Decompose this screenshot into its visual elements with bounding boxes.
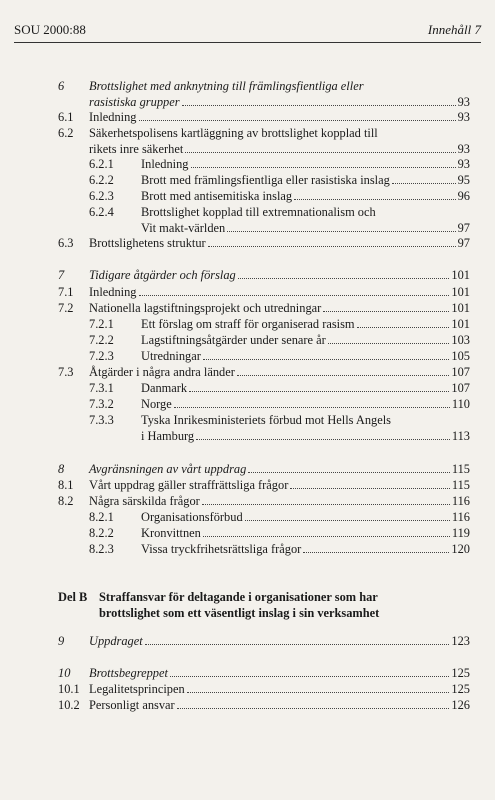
dot-leader	[238, 278, 450, 279]
dot-leader	[290, 488, 450, 489]
dot-leader	[182, 105, 456, 106]
toc-entry-number: 7.3.2	[89, 397, 114, 411]
toc-entry-number: 6.2.3	[89, 189, 114, 203]
toc-entry-title: Brott med främlingsfientliga eller rasistiska inslag	[141, 173, 390, 187]
toc-entry-title: Inledning	[89, 110, 137, 124]
toc-entry-number: 10.1	[58, 682, 80, 696]
dot-leader	[177, 708, 450, 709]
dot-leader	[189, 391, 449, 392]
dot-leader	[139, 120, 456, 121]
toc-entry-title: Åtgärder i några andra länder	[89, 365, 235, 379]
toc-entry-page: 97	[457, 221, 470, 235]
toc-entry-page: 115	[451, 462, 470, 476]
toc-entry-title: Legalitetsprincipen	[89, 682, 185, 696]
toc-entry-title: Inledning	[141, 157, 189, 171]
dot-leader	[185, 152, 455, 153]
toc-entry-page: 96	[457, 189, 470, 203]
toc-entry-title: Ett förslag om straff för organiserad rasism	[141, 317, 355, 331]
dot-leader	[187, 692, 450, 693]
toc-entry-page: 93	[457, 110, 470, 124]
toc-entry-title: Brottslighetens struktur	[89, 236, 206, 250]
toc-entry-title: Vårt uppdrag gäller straffrättsliga frågor	[89, 478, 289, 492]
toc-entry-number: 8.2.2	[89, 526, 114, 540]
toc-entry-number: 6.2.2	[89, 173, 114, 187]
dot-leader	[203, 359, 450, 360]
toc-entry-title: Utredningar	[141, 349, 201, 363]
dot-leader	[202, 504, 450, 505]
dot-leader	[237, 375, 450, 376]
toc-entry-page: 116	[451, 494, 470, 508]
toc-entry-title: rasistiska grupper	[89, 95, 180, 109]
toc-entry-number: 7.2	[58, 301, 74, 315]
dot-leader	[208, 246, 456, 247]
toc-entry-title: rikets inre säkerhet	[89, 142, 184, 156]
toc-entry-title: Säkerhetspolisens kartläggning av brottslighet kopplad till	[89, 126, 378, 140]
header-report-id: SOU 2000:88	[14, 22, 86, 37]
toc-entry-number: 7.1	[58, 285, 74, 299]
dot-leader	[328, 343, 450, 344]
dot-leader	[357, 327, 450, 328]
header-section-page: Innehåll 7	[427, 22, 481, 37]
toc-entry-number: 7.3.3	[89, 413, 114, 427]
toc-entry-page: 101	[451, 301, 470, 315]
toc-entry-title: Kronvittnen	[141, 526, 201, 540]
dot-leader	[174, 407, 450, 408]
toc-entry-page: 119	[451, 526, 470, 540]
toc-entry-page: 101	[451, 285, 470, 299]
toc-entry-title: Personligt ansvar	[89, 698, 175, 712]
toc-entry-title: Vit makt-världen	[141, 221, 226, 235]
dot-leader	[227, 231, 455, 232]
toc-entry-page: 113	[451, 429, 470, 443]
dot-leader	[294, 199, 456, 200]
toc-entry-number: 6.2	[58, 126, 74, 140]
toc-entry-page: 125	[451, 682, 470, 696]
toc-entry-page: 126	[451, 698, 470, 712]
toc-entry-title: brottslighet som ett väsentligt inslag i sin verksamhet	[99, 606, 380, 620]
toc-entry-page: 123	[451, 634, 470, 648]
toc-entry-title: Tyska Inrikesministeriets förbud mot Hells Angels	[141, 413, 392, 427]
toc-entry-number: 7.2.1	[89, 317, 114, 331]
dot-leader	[245, 520, 450, 521]
toc-entry-page: 110	[451, 397, 470, 411]
toc-entry-number: 6.1	[58, 110, 74, 124]
toc-entry-title: Tidigare åtgärder och förslag	[89, 268, 236, 282]
toc-entry-number: 8.1	[58, 478, 74, 492]
toc-entry-number: 8.2.1	[89, 510, 114, 524]
toc-entry-page: 103	[451, 333, 470, 347]
toc-entry-number: 7	[58, 268, 65, 282]
toc-entry-title: Norge	[141, 397, 172, 411]
dot-leader	[170, 676, 449, 677]
toc-entry-title: Straffansvar för deltagande i organisationer som har	[99, 590, 378, 604]
toc-entry-title: Brott med antisemitiska inslag	[141, 189, 293, 203]
toc-entry-number: 10	[58, 666, 71, 680]
toc-entry-page: 105	[451, 349, 470, 363]
toc-entry-page: 101	[451, 268, 470, 282]
dot-leader	[196, 439, 450, 440]
toc-entry-number: 7.2.2	[89, 333, 114, 347]
toc-entry-number: 6.2.1	[89, 157, 114, 171]
toc-entry-number: 6	[58, 79, 65, 93]
dot-leader	[203, 536, 450, 537]
toc-entry-page: 93	[457, 157, 470, 171]
toc-entry-number: 7.3	[58, 365, 74, 379]
toc-entry-title: i Hamburg	[141, 429, 195, 443]
toc-entry-page: 95	[457, 173, 470, 187]
toc-entry-number: 10.2	[58, 698, 80, 712]
toc-entry-title: Avgränsningen av vårt uppdrag	[89, 462, 247, 476]
toc-entry-page: 101	[451, 317, 470, 331]
toc-entry-page: 120	[451, 542, 470, 556]
dot-leader	[392, 183, 456, 184]
dot-leader	[248, 472, 450, 473]
toc-entry-title: Organisationsförbud	[141, 510, 243, 524]
toc-entry-number: 8.2	[58, 494, 74, 508]
toc-entry-page: 116	[451, 510, 470, 524]
toc-entry-title: Nationella lagstiftningsprojekt och utredningar	[89, 301, 322, 315]
toc-entry-number: 6.3	[58, 236, 74, 250]
toc-entry-number: 8	[58, 462, 65, 476]
toc-entry-title: Brottsbegreppet	[89, 666, 168, 680]
toc-entry-page: 97	[457, 236, 470, 250]
dot-leader	[191, 167, 456, 168]
toc-entry-number: Del B	[58, 590, 88, 604]
toc-entry-number: 7.3.1	[89, 381, 114, 395]
toc-entry-number: 6.2.4	[89, 205, 114, 219]
toc-entry-page: 107	[451, 365, 470, 379]
toc-entry-number: 8.2.3	[89, 542, 114, 556]
toc-entry-page: 93	[457, 95, 470, 109]
toc-entry-page: 125	[451, 666, 470, 680]
toc-entry-title: Lagstiftningsåtgärder under senare år	[141, 333, 326, 347]
dot-leader	[145, 644, 450, 645]
toc-entry-page: 107	[451, 381, 470, 395]
toc-entry-number: 9	[58, 634, 65, 648]
toc-entry-title: Brottslighet kopplad till extremnationalism och	[141, 205, 376, 219]
toc-entry-page: 115	[451, 478, 470, 492]
dot-leader	[323, 311, 449, 312]
toc-entry-title: Några särskilda frågor	[89, 494, 200, 508]
toc-entry-title: Brottslighet med anknytning till främlingsfientliga eller	[89, 79, 364, 93]
toc-entry-title: Uppdraget	[89, 634, 143, 648]
toc-entry-title: Inledning	[89, 285, 137, 299]
toc-entry-page: 93	[457, 142, 470, 156]
toc-entry-title: Vissa tryckfrihetsrättsliga frågor	[141, 542, 302, 556]
toc-entry-title: Danmark	[141, 381, 188, 395]
dot-leader	[303, 552, 449, 553]
toc-entry-number: 7.2.3	[89, 349, 114, 363]
dot-leader	[139, 295, 450, 296]
